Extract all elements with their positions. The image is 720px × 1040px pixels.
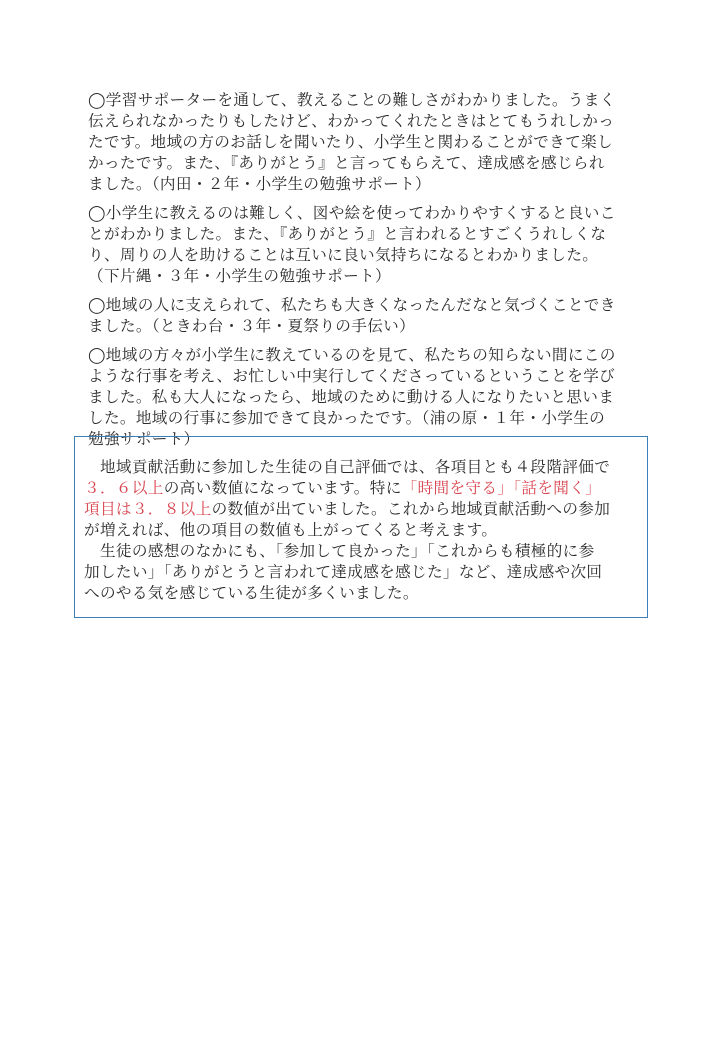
student-comments <box>88 90 648 458</box>
summary-text: の数値が出ていました。これから地域貢献活動への参加 が増えれば、他の項目の数値も上がってくると考えます。 <box>84 500 611 539</box>
summary-text: 地域貢献活動に参加した生徒の自己評価では、各項目とも４段階評価で <box>99 458 611 476</box>
student-comment: ◯地域の人に支えられて、私たちも大きくなったんだなと気づくことでき ました。（ときわ台・３年・夏祭りの手伝い） <box>88 296 616 335</box>
student-comment: ◯学習サポーターを通して、教えることの難しさがわかりました。うまく 伝えられなかったりもしたけど、わかってくれたときはとてもうれしかっ たです。地域の方のお話しを聞いたり、小学生と関わることができて楽し かったです。また、『ありがとう』と言ってもらえて、達成感を感じられ ました。（内田・２年・小学生の勉強サポート） <box>88 91 616 193</box>
highlight-score: ３．６以上 <box>84 479 164 497</box>
summary-paragraph-impressions: 生徒の感想のなかにも、「参加して良かった」「これからも積極的に参 加したい」「ありがとうと言われて達成感を感じた」など、達成感や次回 へのやる気を感じている生徒が多くいました。 <box>84 542 603 602</box>
highlight-items: 「時間を守る」「話を聞く」 項目は３．８以上 <box>84 479 602 518</box>
student-comment: ◯小学生に教えるのは難しく、図や絵を使ってわかりやすくすると良いこ とがわかりました。また、『ありがとう』と言われるとすごくうれしくな り、周りの人を助けることは互いに良い気持ちになるとわかりました。 （下片縄・３年・小学生の勉強サポート） <box>88 204 616 285</box>
summary-paragraph-evaluation <box>84 457 644 541</box>
summary-text: の高い数値になっています。特に <box>163 479 402 497</box>
summary-content <box>84 457 644 604</box>
summary-box <box>74 436 648 618</box>
student-comment: ◯地域の方々が小学生に教えているのを見て、私たちの知らない間にこの ような行事を考え、お忙しい中実行してくださっているということを学び ました。私も大人になったら、地域のために動ける人になりたいと思いま した。地域の行事に参加できて良かったです。（浦の原・１年・小学生の 勉強サポート） <box>88 346 616 448</box>
